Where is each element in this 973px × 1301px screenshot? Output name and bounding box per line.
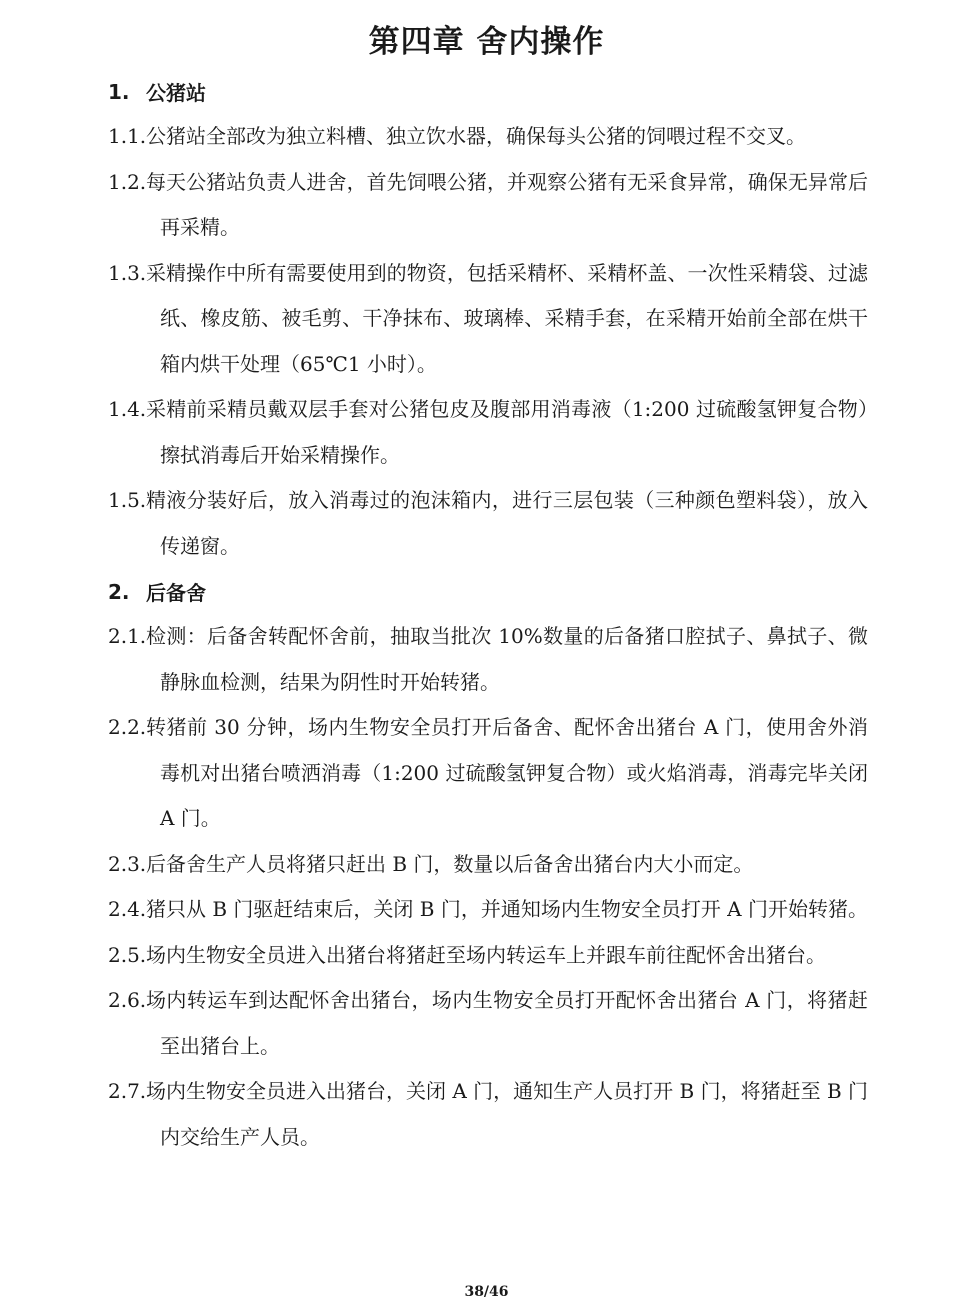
item-text: 每天公猪站负责人进舍，首先饲喂公猪，并观察公猪有无采食异常，确保无异常后再采精。 <box>146 169 868 239</box>
item-number: 2.6. <box>108 988 147 1012</box>
section-heading <box>108 569 868 614</box>
list-item <box>108 251 868 388</box>
item-text: 采精操作中所有需要使用到的物资，包括采精杯、采精杯盖、一次性采精袋、过滤纸、橡皮筋、被毛剪、干净抹布、玻璃棒、采精手套，在采精开始前全部在烘干箱内烘干处理（65℃1 小时）。 <box>146 260 868 376</box>
item-number: 1.4. <box>108 397 147 421</box>
list-item <box>108 387 868 478</box>
item-number: 2.3. <box>108 851 147 876</box>
list-item <box>108 933 868 979</box>
item-text: 场内生物安全员进入出猪台将猪赶至场内转运车上并跟车前往配怀舍出猪台。 <box>146 942 826 967</box>
item-text: 采精前采精员戴双层手套对公猪包皮及腹部用消毒液（1:200 过硫酸氢钾复合物）擦拭消毒后开始采精操作。 <box>146 397 868 467</box>
item-text: 精液分装好后，放入消毒过的泡沫箱内，进行三层包装（三种颜色塑料袋），放入传递窗。 <box>146 488 868 558</box>
item-number: 1.2. <box>108 169 147 194</box>
item-text: 检测：后备舍转配怀舍前，抽取当批次 10%数量的后备猪口腔拭子、鼻拭子、微静脉血检测，结果为阴性时开始转猪。 <box>146 624 868 694</box>
section-title: 后备舍 <box>146 581 206 605</box>
item-text: 场内生物安全员进入出猪台，关闭 A 门，通知生产人员打开 B 门，将猪赶至 B 门内交给生产人员。 <box>146 1079 868 1149</box>
list-item <box>108 160 868 251</box>
list-item <box>108 478 868 569</box>
item-text: 后备舍生产人员将猪只赶出 B 门，数量以后备舍出猪台内大小而定。 <box>146 851 754 876</box>
item-number: 2.2. <box>108 715 147 739</box>
item-number: 2.4. <box>108 897 147 921</box>
list-item <box>108 978 868 1069</box>
section-heading <box>108 69 868 114</box>
item-number: 1.5. <box>108 488 147 512</box>
list-item <box>108 614 868 705</box>
item-text: 公猪站全部改为独立料槽、独立饮水器，确保每头公猪的饲喂过程不交叉。 <box>146 124 806 148</box>
list-item <box>108 705 868 842</box>
list-item <box>108 1069 868 1160</box>
item-text: 转猪前 30 分钟，场内生物安全员打开后备舍、配怀舍出猪台 A 门，使用舍外消毒机对出猪台喷洒消毒（1:200 过硫酸氢钾复合物）或火焰消毒，消毒完毕关闭 A 门。 <box>146 715 868 830</box>
item-number: 1.3. <box>108 260 147 285</box>
document-body <box>108 69 868 1160</box>
page-number: 38/46 <box>464 1284 509 1300</box>
section-title: 公猪站 <box>146 81 206 105</box>
item-number: 2.1. <box>108 624 147 648</box>
item-number: 2.5. <box>108 942 147 967</box>
item-number: 1.1. <box>108 124 147 148</box>
item-text: 场内转运车到达配怀舍出猪台，场内生物安全员打开配怀舍出猪台 A 门，将猪赶至出猪台上。 <box>146 988 868 1058</box>
chapter-title: 第四章 舍内操作 <box>368 24 605 60</box>
item-text: 猪只从 B 门驱赶结束后，关闭 B 门，并通知场内生物安全员打开 A 门开始转猪。 <box>146 897 868 921</box>
list-item <box>108 887 868 933</box>
section-number: 2. <box>108 579 130 604</box>
list-item <box>108 114 868 160</box>
list-item <box>108 842 868 888</box>
section-number: 1. <box>108 79 130 104</box>
item-number: 2.7. <box>108 1079 147 1103</box>
